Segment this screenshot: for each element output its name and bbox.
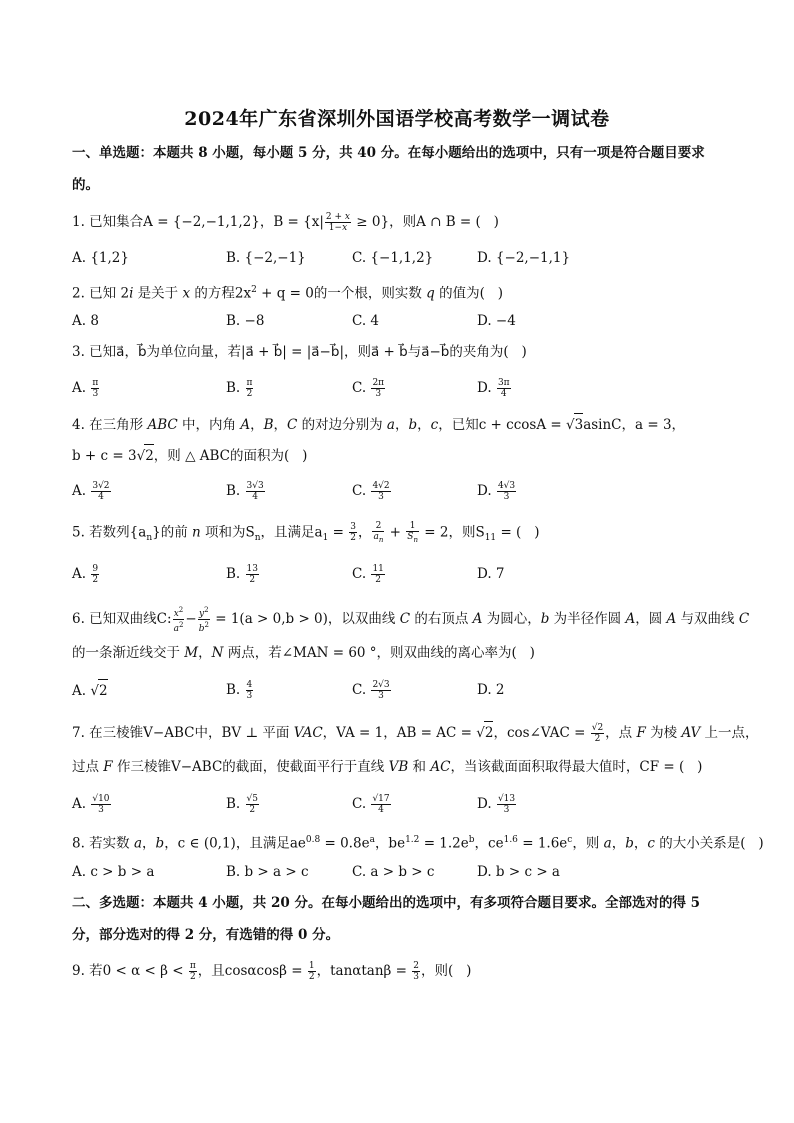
question-2: 2. 已知 2i 是关于 x 的方程$2x^2 + q = 0$的一个根，则实数 q 的值为( ) — [72, 285, 504, 302]
question-1: 1. 已知集合A = {−2,−1,1,2}，B = {x| $\frac{2 + x}{1-x}$ ≥ 0}，则A ∩ B = ( ) — [72, 212, 499, 233]
option-c[interactable]: C. {−1,1,2} — [352, 250, 434, 266]
question-6-line-2: 的一条渐近线交于 M，N 两点，若∠MAN = 60 °，则双曲线的离心率为( ) — [72, 645, 535, 661]
option-d[interactable]: D. 2 — [477, 682, 505, 698]
section-1-heading-line-2: 的。 — [72, 177, 99, 193]
option-a[interactable]: A. $\frac{√10}{3}$ — [72, 794, 110, 815]
question-6-line-1: 6. 已知双曲线C: $\frac{x^2}{a^2}$ − $\frac{y^2}{b^2}$ = 1(a > 0,b > 0)，以双曲线 C 的右顶点 A 为圆心，b 为半径作圆 A，圆 A 与双曲线 C — [72, 606, 750, 634]
option-a[interactable]: A. $\frac{3√2}{4}$ — [72, 481, 110, 502]
option-c[interactable]: C. $\frac{√17}{4}$ — [352, 794, 390, 815]
question-1-options — [72, 247, 724, 269]
question-8-options — [72, 861, 724, 883]
question-4-line-2: b + c = 3√2，则 △ ABC的面积为( ) — [72, 444, 724, 467]
option-a[interactable]: A. {1,2} — [72, 250, 129, 266]
question-4-options — [72, 480, 724, 502]
option-d[interactable]: D. {−2,−1,1} — [477, 250, 571, 266]
option-a[interactable]: A. c > b > a — [72, 864, 155, 880]
option-b[interactable]: B. b > a > c — [226, 864, 309, 880]
option-d[interactable]: D. 7 — [477, 566, 505, 582]
option-a[interactable]: A. $\frac{9}{2}$ — [72, 564, 99, 585]
option-b[interactable]: B. $\frac{4}{3}$ — [226, 680, 253, 701]
question-3-options — [72, 377, 724, 399]
question-8: 8. 若实数 a，b，c ∈ (0,1)，且满足$ae^{0.8} = 0.8e^a$，$be^{1.2} = 1.2e^b$，$ce^{1.6} = 1.6e^c$，则 a，b，c 的大小关系是( ) — [72, 835, 764, 852]
option-c[interactable]: C. a > b > c — [352, 864, 435, 880]
question-4-line-1: 4. 在三角形 ABC 中，内角 A，B，C 的对边分别为 a，b，c，已知c + ccosA = √3asinC，a = 3， — [72, 413, 724, 436]
question-7-line-2: 过点 F 作三棱锥V−ABC的截面，使截面平行于直线 VB 和 AC，当该截面面积取得最大值时，CF = ( ) — [72, 759, 703, 775]
question-3: 3. 已知a⃗，b⃗为单位向量，若|a⃗ + b⃗| = |a⃗−b⃗|，则a⃗ + b⃗与a⃗−b⃗的夹角为( ) — [72, 344, 527, 360]
option-b[interactable]: B. $\frac{√5}{2}$ — [226, 794, 258, 815]
section-2-heading-line-1: 二、多选题：本题共 4 小题，共 20 分。在每小题给出的选项中，有多项符合题目要求。全部选对的得 5 — [72, 895, 701, 911]
question-5-options — [72, 563, 724, 585]
question-9: 9. 若0 < α < β < $\frac{\pi}{2}$ ，且cosαcosβ = $\frac{1}{2}$ ，tanαtanβ = $\frac{2}{3}$ ，则( ) — [72, 961, 472, 982]
option-a[interactable]: A. $\frac{\pi}{3}$ — [72, 378, 99, 399]
page-title: 2024年广东省深圳外国语学校高考数学一调试卷 — [184, 108, 610, 130]
section-2-heading-line-2: 分，部分选对的得 2 分，有选错的得 0 分。 — [72, 927, 340, 943]
question-6-options — [72, 679, 724, 701]
option-d[interactable]: D. −4 — [477, 313, 516, 329]
option-c[interactable]: C. $\frac{11}{2}$ — [352, 564, 384, 585]
option-d[interactable]: D. b > c > a — [477, 864, 560, 880]
option-b[interactable]: B. $\frac{3√3}{4}$ — [226, 481, 264, 502]
question-7-options — [72, 793, 724, 815]
option-c[interactable]: C. $\frac{4√2}{3}$ — [352, 481, 390, 502]
question-2-options — [72, 310, 724, 332]
option-d[interactable]: D. $\frac{3\pi}{4}$ — [477, 378, 510, 399]
option-c[interactable]: C. 4 — [352, 313, 380, 329]
option-d[interactable]: D. $\frac{√13}{3}$ — [477, 794, 516, 815]
option-b[interactable]: B. $\frac{\pi}{2}$ — [226, 378, 253, 399]
option-c[interactable]: C. $\frac{2√3}{3}$ — [352, 680, 390, 701]
option-b[interactable]: B. {−2,−1} — [226, 250, 306, 266]
option-c[interactable]: C. $\frac{2\pi}{3}$ — [352, 378, 385, 399]
section-1-heading-line-1: 一、单选题：本题共 8 小题，每小题 5 分，共 40 分。在每小题给出的选项中，只有一项是符合题目要求 — [72, 145, 705, 161]
option-d[interactable]: D. $\frac{4√3}{3}$ — [477, 481, 516, 502]
option-a[interactable]: A. √2 — [72, 679, 108, 702]
option-b[interactable]: B. −8 — [226, 313, 265, 329]
question-7-line-1: 7. 在三棱锥V−ABC中，BV ⊥ 平面 VAC，VA = 1，AB = AC = √2，cos∠VAC = $\frac{√2}{2}$ ，点 F 为棱 AV 上一点， — [72, 723, 759, 744]
option-a[interactable]: A. 8 — [72, 313, 99, 329]
option-b[interactable]: B. $\frac{13}{2}$ — [226, 564, 258, 585]
question-5: 5. 若数列$\{a_n\}$的前 n 项和为$S_n$，且满足$a_1$ = $\frac{3}{2}$ ， $\frac{2}{a_n}$ + $\frac{1}{S_n}$ = 2，则$S_{11}$ = ( ) — [72, 521, 540, 544]
